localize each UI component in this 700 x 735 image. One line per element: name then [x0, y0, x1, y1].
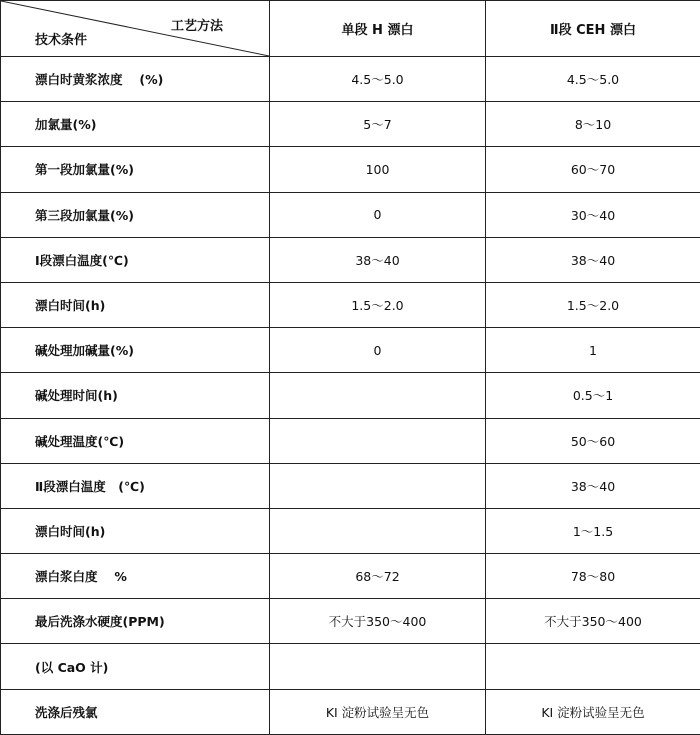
row-label: 碱处理温度(℃) [1, 418, 270, 463]
table-row [1, 102, 700, 147]
cell-ceh: 78～80 [486, 554, 700, 599]
row-label: 第一段加氯量(%) [1, 147, 270, 192]
column-header-single-h: 单段 H 漂白 [270, 1, 486, 57]
cell-single-h [270, 418, 486, 463]
table-row [1, 689, 700, 734]
cell-single-h: 0 [270, 192, 486, 237]
cell-ceh: KI 淀粉试验呈无色 [486, 689, 700, 734]
cell-ceh: 0.5～1 [486, 373, 700, 418]
cell-single-h: 68～72 [270, 554, 486, 599]
table-row [1, 147, 700, 192]
column-header-ceh: Ⅱ段 CEH 漂白 [486, 1, 700, 57]
row-label: 碱处理时间(h) [1, 373, 270, 418]
table-row [1, 508, 700, 553]
row-label: 漂白时黄浆浓度 (%) [1, 57, 270, 102]
cell-ceh [486, 644, 700, 689]
cell-ceh: 50～60 [486, 418, 700, 463]
row-label: 第三段加氯量(%) [1, 192, 270, 237]
row-label: 洗涤后残氯 [1, 689, 270, 734]
table-row [1, 282, 700, 327]
cell-single-h [270, 463, 486, 508]
cell-single-h: KI 淀粉试验呈无色 [270, 689, 486, 734]
cell-ceh: 8～10 [486, 102, 700, 147]
table-row [1, 418, 700, 463]
cell-ceh: 60～70 [486, 147, 700, 192]
cell-single-h: 38～40 [270, 237, 486, 282]
cell-single-h: 0 [270, 328, 486, 373]
table-row [1, 373, 700, 418]
cell-ceh: 1.5～2.0 [486, 282, 700, 327]
cell-single-h: 1.5～2.0 [270, 282, 486, 327]
cell-single-h [270, 508, 486, 553]
row-label: Ⅰ段漂白温度(℃) [1, 237, 270, 282]
cell-ceh: 38～40 [486, 463, 700, 508]
table-row [1, 463, 700, 508]
cell-single-h: 5～7 [270, 102, 486, 147]
process-method-label: 工艺方法 [171, 15, 223, 34]
row-label: 漂白时间(h) [1, 282, 270, 327]
row-label: 漂白时间(h) [1, 508, 270, 553]
cell-single-h [270, 373, 486, 418]
table-row [1, 192, 700, 237]
table-row [1, 57, 700, 102]
table-row [1, 644, 700, 689]
cell-single-h: 不大于350～400 [270, 599, 486, 644]
row-label: (以 CaO 计) [1, 644, 270, 689]
cell-ceh: 30～40 [486, 192, 700, 237]
cell-ceh: 1～1.5 [486, 508, 700, 553]
technical-conditions-label: 技术条件 [35, 29, 87, 48]
table-row [1, 328, 700, 373]
row-label: 最后洗涤水硬度(PPM) [1, 599, 270, 644]
row-label: Ⅱ段漂白温度 (℃) [1, 463, 270, 508]
cell-ceh: 不大于350～400 [486, 599, 700, 644]
cell-ceh: 1 [486, 328, 700, 373]
table-row [1, 599, 700, 644]
table-row [1, 554, 700, 599]
cell-single-h: 4.5～5.0 [270, 57, 486, 102]
cell-single-h [270, 644, 486, 689]
row-label: 加氯量(%) [1, 102, 270, 147]
diagonal-header-cell [1, 1, 270, 57]
cell-single-h: 100 [270, 147, 486, 192]
row-label: 漂白浆白度 % [1, 554, 270, 599]
cell-ceh: 4.5～5.0 [486, 57, 700, 102]
table-row [1, 237, 700, 282]
header-row [1, 1, 700, 57]
cell-ceh: 38～40 [486, 237, 700, 282]
row-label: 碱处理加碱量(%) [1, 328, 270, 373]
